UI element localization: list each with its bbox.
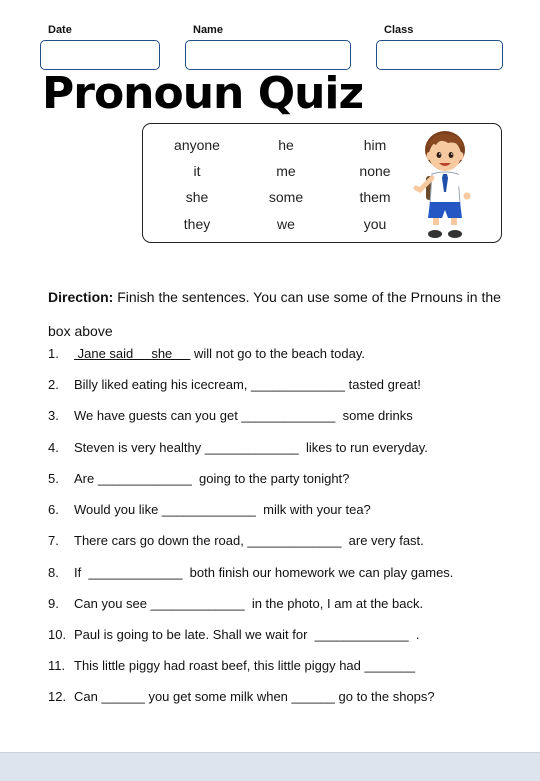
- word-item: none: [359, 163, 391, 179]
- word-item: them: [359, 189, 391, 205]
- question-4: 4. Steven is very healthy _____________ likes to run everyday.: [48, 440, 428, 455]
- word-item: he: [278, 137, 294, 153]
- word-item: we: [277, 216, 295, 232]
- question-9: 9. Can you see _____________ in the photo, I am at the back.: [48, 596, 424, 611]
- direction-body: Finish the sentences. You can use some of the Prnouns in the box above: [48, 289, 501, 339]
- class-label: Class: [384, 24, 414, 36]
- question-10: 10. Paul is going to be late. Shall we wait for _____________ .: [48, 627, 420, 642]
- question-5: 5. Are _____________ going to the party tonight?: [48, 471, 350, 486]
- word-item: it: [193, 163, 201, 179]
- date-field[interactable]: [40, 40, 160, 70]
- word-item: anyone: [174, 137, 220, 153]
- date-label: Date: [48, 24, 72, 36]
- answer-filled: Jane said she: [74, 346, 191, 361]
- direction-text: [48, 280, 508, 348]
- question-3: 3. We have guests can you get _____________ some drinks: [48, 408, 413, 423]
- word-item: me: [276, 163, 296, 179]
- bottom-toolbar-strip: [0, 752, 540, 781]
- question-6: 6. Would you like _____________ milk with your tea?: [48, 502, 371, 517]
- word-item: some: [268, 189, 304, 205]
- question-7: 7. There cars go down the road, _____________ are very fast.: [48, 533, 424, 548]
- word-item: you: [363, 216, 387, 232]
- word-item: she: [185, 189, 209, 205]
- name-field[interactable]: [185, 40, 351, 70]
- direction-label: Direction:: [48, 289, 114, 305]
- word-item: him: [363, 137, 387, 153]
- word-item: they: [183, 216, 211, 232]
- question-12: 12. Can ______ you get some milk when ______ go to the shops?: [48, 689, 435, 704]
- question-11: 11. This little piggy had roast beef, this little piggy had _______: [48, 658, 416, 673]
- boy-student-illustration: [412, 128, 482, 240]
- page-title: Pronoun Quiz: [42, 68, 364, 119]
- name-label: Name: [193, 24, 223, 36]
- question-1: 1. Jane said she will not go to the beach today.: [48, 346, 365, 361]
- question-2: 2. Billy liked eating his icecream, _____________ tasted great!: [48, 377, 421, 392]
- class-field[interactable]: [376, 40, 503, 70]
- question-8: 8. If _____________ both finish our homework we can play games.: [48, 565, 454, 580]
